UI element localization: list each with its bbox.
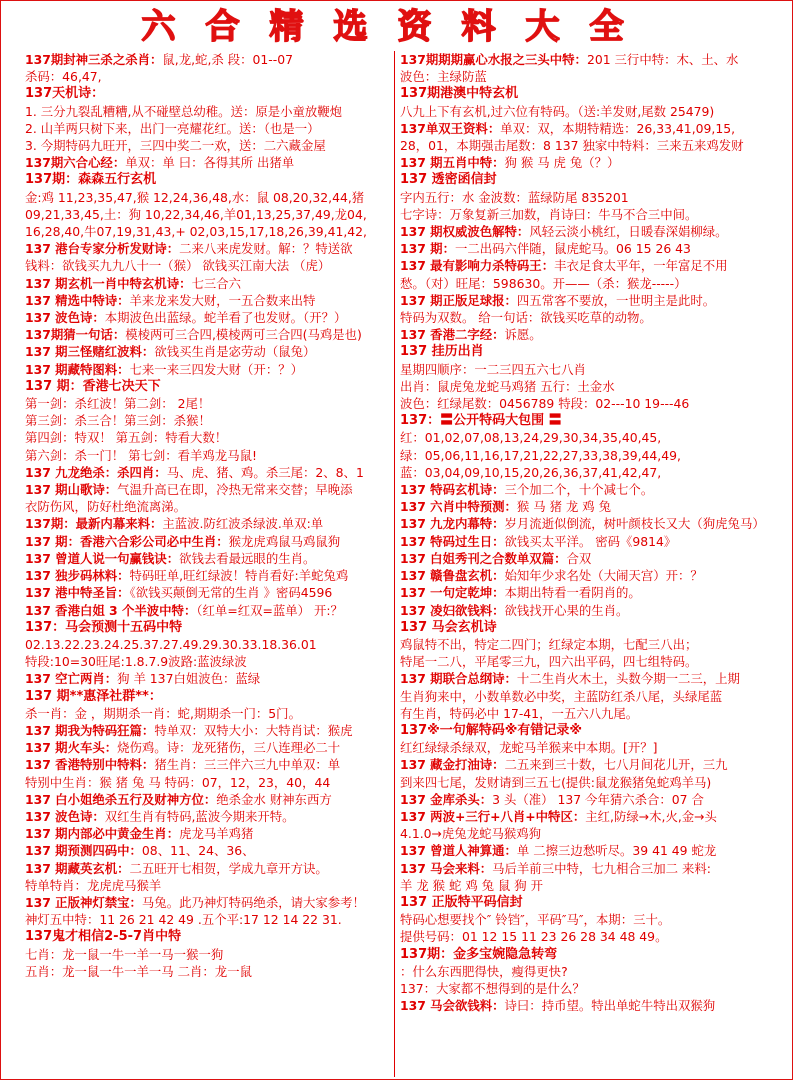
section-heading: 137期港澳中特玄机 [400,86,519,102]
content-line: 字内五行：水 金波数：蓝绿防尾 835201 [400,189,629,205]
content-line [25,584,391,601]
content-line: 3. 今期特码九旺开，三四中奖二一欢，送：二六藏金屋 [25,138,326,154]
line-value: 欲钱去看最远眼的生肖。 [179,550,316,566]
line-key: 137 期权威波色解特： [400,224,530,240]
content-line [400,791,772,808]
content-line: 七肖：龙一鼠一牛一羊一马一猴一狗 [25,946,224,962]
content-line [400,498,772,515]
line-value: 始知年少求名处（大闹天宫）开：？ [504,568,703,584]
line-key: 137 波色诗： [25,808,105,824]
content-line: 鸡鼠特不出，特定二四门；红绿定本期，七配三八出； [400,636,698,652]
section-heading: 137 马会玄机诗 [400,619,497,635]
content-line [400,567,772,584]
line-value: 风轻云淡小桃红，日暖春深娟柳绿。 [529,224,728,240]
section-heading: 137：马会预测十五码中特 [25,619,183,635]
line-value: 欲钱找开心果的生肖。 [504,602,629,618]
line-key: 137 期：香港六合彩公司必中生肖： [25,533,229,549]
line-key: 137 波色诗： [25,310,105,326]
content-line: 28，01，本期强击尾数：8 137 独家中特料：三来五来鸡发财 [400,138,744,154]
line-value: 欲钱买太平洋。 密码《9814》 [504,533,677,549]
line-key: 137 藏金打油诗： [400,757,505,773]
line-key: 137 香港白姐 3 个半波中特： [25,602,197,618]
line-key: 137 香港特别中特料： [25,757,155,773]
content-line [25,670,391,687]
line-key: 137 凌妇欲钱料： [400,602,505,618]
content-line [25,154,391,171]
line-value: 羊来龙来发大财，一五合数来出特 [129,292,316,308]
content-line: 02.13.22.23.24.25.37.27.49.29.30.33.18.36.01 [25,636,317,652]
line-key: 137 香港二字经： [400,327,505,343]
content-line [400,257,772,274]
line-value: 主红,防绿→木,火,金→头 [585,808,717,824]
content-line [400,240,772,257]
content-line [25,567,391,584]
line-value: 合双 [566,550,592,566]
line-key: 137 独步码林料： [25,568,130,584]
content-line [25,481,391,498]
line-value: 诗曰：持币望。特出单蛇牛特出双猴狗 [504,998,716,1014]
line-value: 马兔。此乃神灯特码绝杀，请大家参考！ [141,894,365,910]
line-key: 137 曾道人神算通： [400,843,517,859]
content-line [25,894,391,911]
line-key: 137 六肖中特预测： [400,499,517,515]
content-line: 波色：红绿尾数：0456789 特段：02---10 19---46 [400,396,690,412]
line-value: 单双：单 曰：各得其所 出猪单 [125,155,295,171]
content-line: 特段:10=30旺尾:1.8.7.9波路:蓝波绿波 [25,654,247,670]
content-line: 红红绿绿杀绿双，龙蛇马羊猴来中本期。[开？] [400,740,658,756]
line-key: 137 九龙绝杀：杀四肖： [25,464,167,480]
content-line [25,860,391,877]
section-heading: 137：〓公开特码大包围 〓 [400,413,562,429]
content-line: 八九上下有玄机,过六位有特码。（送:羊发财,尾数 25479) [400,103,715,119]
content-line [25,722,391,739]
line-key: 137 精选中特诗： [25,292,130,308]
content-line [25,515,391,532]
line-key: 137 港中特圣旨： [25,585,130,601]
line-value: 3 头（准） 137 今年猜六杀合：07 合 [492,791,704,807]
line-value: 单 二擦三边愁听尽。39 41 49 蛇龙 [516,843,717,859]
line-key: 137 期联合总纲诗： [400,671,517,687]
content-line: 4.1.0→虎兔龙蛇马猴鸡狗 [400,826,542,842]
content-line [25,533,391,550]
line-key: 137 期预测四码中： [25,843,142,859]
line-value: 狗 羊 137白姐波色：蓝绿 [117,671,261,687]
line-key: 137 港台专家分析发财诗： [25,241,180,257]
content-line: 提供号码：01 12 15 11 23 26 28 34 48 49。 [400,929,668,945]
section-heading: 137 正版特平码信封 [400,894,523,910]
line-value: 四五常客不要放，一世明主是此时。 [516,292,716,308]
content-line: 第三剑：杀三合！第三剑：杀猴！ [25,413,211,429]
content-line [400,533,772,550]
line-value: 七三合六 [191,275,242,291]
line-key: 137 特码过生日： [400,533,505,549]
content-line [400,756,772,773]
line-value: 狗 猴 马 虎 兔（？） [504,155,620,171]
line-key: 137 期山歌诗： [25,482,118,498]
line-value: 十二生肖火木土，头数今期一二三，上期 [516,671,740,687]
content-line: 杀码：46,47, [25,69,102,85]
content-line: 16,28,40,牛07,19,31,43,+ 02,03,15,17,18,26,39,41,42, [25,224,367,240]
content-line [25,240,391,257]
line-key: 137 特码玄机诗： [400,482,505,498]
page-title: 六合精选资料大全 [141,7,654,47]
line-key: 137 期： [400,241,455,257]
line-value: 《欲钱买颠倒无常的生肖 》密码4596 [129,585,333,601]
line-value: 烧伤鸡。诗：龙死猪伤，三八连理必二十 [117,740,341,756]
line-value: 主蓝波.防红波杀绿波.单双:单 [162,516,324,532]
line-key: 137 期内部必中黄金生肖： [25,826,180,842]
content-line [25,309,391,326]
line-key: 137 曾道人说一句赢钱诀： [25,550,180,566]
line-key: 137期期期赢心水报之三头中特： [400,52,587,67]
content-line: 第一剑：杀红波！第二剑： 2尾！ [25,396,211,412]
line-value: 欲钱买生肖是宓劳动（鼠兔） [154,344,316,360]
content-line: 愁。（对）旺尾：598630。开——（杀：猴龙-----） [400,275,687,291]
content-line [25,842,391,859]
content-line: 出肖：鼠虎兔龙蛇马鸡猪 五行：土金水 [400,378,615,394]
line-value: 丰衣足食太平年，一年富足不用 [554,258,728,274]
line-key: 137 期火车头： [25,740,118,756]
line-key: 137 赣鲁盘玄机： [400,568,505,584]
section-heading: 137※一句解特码※有错记录※ [400,722,583,738]
line-key: 137 期藏特图料： [25,361,130,377]
content-line: 1. 三分九裂乱糟糟,从不碰壁总幼稚。送：原是小童放鞭炮 [25,103,343,119]
content-line [25,326,391,343]
content-line [25,275,391,292]
line-value: 虎龙马羊鸡猪 [179,826,254,842]
line-key: 137单双王资料： [400,120,501,136]
line-key: 137期封神三杀之杀肖： [25,52,163,67]
line-key: 137期六合心经： [25,155,126,171]
line-value: 二五来到三十数，七八月间花儿开，三九 [504,757,728,773]
content-line [25,464,391,481]
line-value: 气温升高已在即，冷热无常来交替；早晚添 [117,482,353,498]
left-column [25,51,391,1077]
line-key: 137 马会欲钱料： [400,998,505,1014]
section-heading: 137期：森森五行玄机 [25,172,157,188]
line-value: 单双：双，本期特精选：26,33,41,09,15, [500,120,736,136]
line-value: 08、11、24、36、 [141,843,255,859]
line-value: 鼠,龙,蛇,杀 段：01--07 [162,52,293,67]
section-heading: 137 挂历出肖 [400,344,484,360]
content-line: 红：01,02,07,08,13,24,29,30,34,35,40,45, [400,430,662,446]
content-line: 五肖：龙一鼠一牛一羊一马 二肖：龙一鼠 [25,963,252,979]
section-heading: 137天机诗： [25,86,105,102]
section-heading: 137 透密函信封 [400,172,497,188]
line-value: 七来一来三四发大财（开：？） [129,361,303,377]
content-line: 杀一肖：金 ，期期杀一肖：蛇,期期杀一门：5门。 [25,705,301,721]
content-line [400,602,772,619]
column-divider [394,51,395,1077]
content-line [400,808,772,825]
line-key: 137 一句定乾坤： [400,585,505,601]
content-line [25,602,391,619]
content-line [25,292,391,309]
line-value: 特码旺单,旺红绿波！特肖看好:羊蛇兔鸡 [129,568,349,584]
line-value: 岁月流逝似倒流，树叶颜枝长又大（狗虎兔马） [504,516,765,532]
content-line [400,51,772,68]
line-value: 二五旺开七相贺，学成九章开方诀。 [129,860,328,876]
line-value: （红单=红双=蓝单） 开:？ [196,602,343,618]
content-line [25,808,391,825]
content-line: 特尾一二八，平尾零三九，四六出平码，四七组特码。 [400,654,698,670]
content-line [25,756,391,773]
line-value: 猴龙虎鸡鼠马鸡鼠狗 [228,533,341,549]
content-line [25,825,391,842]
line-key: 137 期正版足球报： [400,292,517,308]
line-value: 本期出特看一看阴肖的。 [504,585,641,601]
content-line [400,860,772,877]
content-line: 特别中生肖：猴 猪 兔 马 特码：07，12，23，40，44 [25,774,331,790]
line-key: 137 期藏英玄机： [25,860,130,876]
line-value: 猪生肖：三三伴六三九中单双：单 [154,757,341,773]
content-line: 第六剑：杀一门！ 第七剑：看羊鸡龙马鼠! [25,447,257,463]
section-heading: 137鬼才相信2-5-7肖中特 [25,929,182,945]
content-line [400,120,772,137]
line-key: 137 期玄机一肖中特玄机诗： [25,275,192,291]
line-key: 137 马会来料： [400,860,493,876]
content-line: 衣防伤风，防好杜绝流离涕。 [25,499,187,515]
content-line: 钱料：欲钱买九九八十一（猴） 欲钱买江南大法 （虎） [25,258,331,274]
line-value: 一二出码六伴随，鼠虎蛇马。06 15 26 43 [454,241,691,257]
line-key: 137 最有影响力杀特码王： [400,258,555,274]
content-line: 有生肖，特码必中 17-41，一五六八九尾。 [400,705,639,721]
line-key: 137 白小姐绝杀五行及财神方位： [25,791,217,807]
content-line [400,550,772,567]
content-line [400,481,772,498]
content-line: 七字诗：万象复新三加数，肖诗曰：牛马不合三中间。 [400,206,698,222]
content-line: 第四剑：特双！ 第五剑：特看大数！ [25,430,228,446]
content-line: 特单特肖：龙虎虎马猴羊 [25,877,162,893]
line-value: 诉愿。 [504,327,542,343]
content-line [400,842,772,859]
section-heading: 137 期：香港七决天下 [25,378,161,394]
content-line: 特码为双数。 给一句话：欲钱买吃草的动物。 [400,310,652,326]
content-line [25,51,391,68]
line-value: 马后羊前三中特，七九相合三加二 来料: [492,860,711,876]
line-key: 137 期五肖中特： [400,155,505,171]
content-line [25,550,391,567]
content-line: 特码心想要找个″ 铃铛″，平码″马″，本期：三十。 [400,912,671,928]
right-column [400,51,772,1077]
content-line: 2. 山羊两只树下来，出门一亮耀花红。送：（也是一） [25,120,320,136]
content-line: 波色：主绿防蓝 [400,69,487,85]
line-key: 137 九龙内幕特： [400,516,505,532]
content-line: 到来四七尾，发财请到三五七(提供:鼠龙猴猪兔蛇鸡羊马) [400,774,712,790]
content-line: 星期四顺序：一二三四五六七八肖 [400,361,586,377]
content-line [400,515,772,532]
line-value: 本期波色出蓝绿。蛇羊看了也发财。（开？） [104,310,347,326]
line-value: 马、虎、猪、鸡。杀三尾：2、8、1 [166,464,364,480]
content-line [400,154,772,171]
section-heading: 137 期**惠泽社群**： [25,688,162,704]
line-value: 绝杀金水 财神东西方 [216,791,332,807]
content-line [25,791,391,808]
content-line: 蓝：03,04,09,10,15,20,26,36,37,41,42,47, [400,464,662,480]
content-line [400,997,772,1014]
content-line [25,739,391,756]
line-value: 二来八来虎发财。解：？特送欲 [179,241,353,257]
line-value: 201 三行中特：木、土、水 [586,52,739,67]
content-line [25,361,391,378]
line-key: 137 期我为特码狂篇： [25,722,155,738]
line-value: 特单双：双特大小：大特肖试：猴虎 [154,722,353,738]
content-line: 绿：05,06,11,16,17,21,22,27,33,38,39,44,49, [400,447,681,463]
line-key: 137期猜一句话： [25,327,126,343]
content-line: 神灯五中特：11 26 21 42 49 .五个平:17 12 14 22 31. [25,912,342,928]
content-line [400,223,772,240]
content-line [400,670,772,687]
line-key: 137 两波+三行+八肖+中特区： [400,808,586,824]
line-value: 双红生肖有特码,蓝波今期来开特。 [104,808,295,824]
content-line [400,292,772,309]
content-line: 09,21,33,45,土：狗 10,22,34,46,羊01,13,25,37,49,龙04, [25,206,367,222]
line-key: 137 空亡两肖： [25,671,118,687]
content-line [400,584,772,601]
content-line [400,326,772,343]
content-line: 羊 龙 猴 蛇 鸡 兔 鼠 狗 开 [400,877,544,893]
line-key: 137 白姐秀刊之合数单双篇： [400,550,567,566]
content-line: ：什么东西肥得快，瘦得更快? [400,963,568,979]
line-key: 137期：最新内幕来料： [25,516,163,532]
content-line: 金:鸡 11,23,35,47,猴 12,24,36,48,水：鼠 08,20,32,44,猪 [25,189,365,205]
line-key: 137 期三怪赌红波料： [25,344,155,360]
line-value: 猴 马 猪 龙 鸡 兔 [516,499,611,515]
line-value: 模棱两可三合四,模棱两可三合四(马鸡是也) [125,327,362,343]
content-line [25,343,391,360]
section-heading: 137期：金多宝婉隐急转弯 [400,946,558,962]
line-key: 137 正版神灯禁宝： [25,894,142,910]
content-line: 生肖狗来中，小数单数必中奖，主蓝防红杀八尾，头绿尾蓝 [400,688,723,704]
line-value: 三个加二个，十个减七个。 [504,482,654,498]
content-line: 137：大家都不想得到的是什么？ [400,980,585,996]
line-key: 137 金库杀头： [400,791,493,807]
